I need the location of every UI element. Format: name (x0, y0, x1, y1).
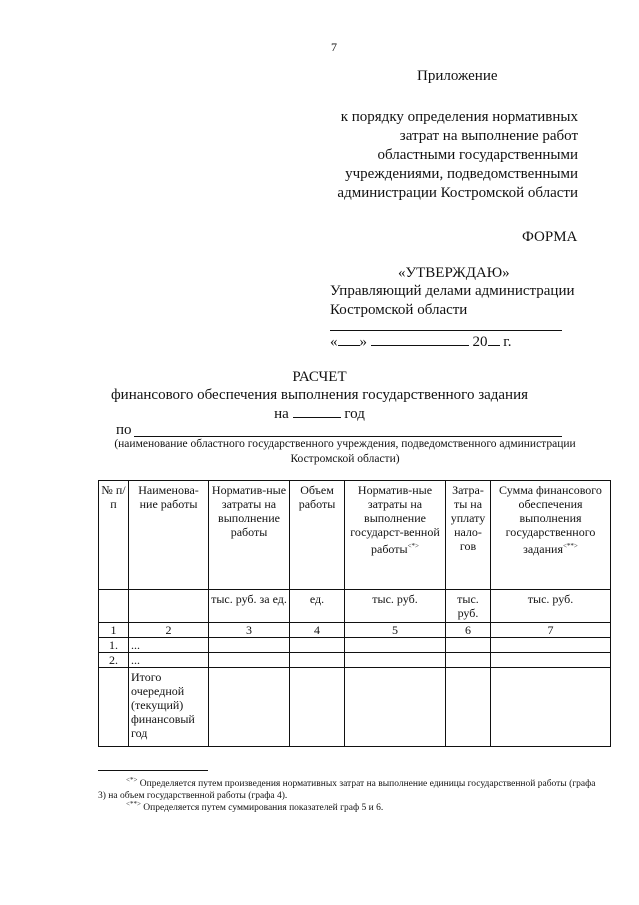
footnote-mark: <**> (562, 542, 578, 550)
row-number: 2. (99, 653, 129, 668)
column-number: 6 (446, 623, 491, 638)
table-total-row (99, 668, 611, 747)
row-number: 1. (99, 638, 129, 653)
year-prefix: 20 (472, 334, 488, 350)
footnote-1-text: Определяется путем произведения нормативных затрат на выполнение единицы государственной работы (графа 3) на объем государственной работы (графа 4). (98, 779, 596, 802)
approval-organization: Костромской области (330, 302, 468, 318)
appendix-description (334, 108, 578, 203)
footnote-2 (98, 798, 598, 814)
document-year (0, 404, 639, 423)
header-unit-cost: Норматив-ные затраты на выполнение работы (209, 481, 290, 590)
unit-col4: ед. (290, 590, 345, 623)
approval-date (330, 332, 511, 351)
header-taxes: Затра-ты на уплату нало-гов (446, 481, 491, 590)
column-number: 4 (290, 623, 345, 638)
table-cell (209, 638, 290, 653)
header-normative-cost (345, 481, 446, 590)
signature-line (330, 330, 562, 331)
table-cell (209, 668, 290, 747)
document-subtitle: финансового обеспечения выполнения государственного задания (110, 387, 529, 403)
date-open-quote: « (330, 334, 338, 350)
column-number: 3 (209, 623, 290, 638)
appendix-title: Приложение (417, 68, 498, 84)
table-row (99, 638, 611, 653)
footnote-1-mark: <*> (126, 776, 138, 784)
table-cell (290, 653, 345, 668)
appendix-line: учреждениями, подведомственными (345, 166, 578, 182)
header-normative-cost-text: Норматив-ные затраты на выполнение государст-венной работы (350, 483, 440, 556)
year-suffix: год (344, 406, 365, 422)
year-blank (488, 332, 500, 346)
footnote-2-mark: <**> (126, 800, 141, 808)
units-empty (99, 590, 129, 623)
footnote-mark: <*> (407, 542, 419, 550)
approval-title: «УТВЕРЖДАЮ» (398, 265, 510, 281)
document-title: РАСЧЕТ (292, 369, 347, 385)
table-row (99, 653, 611, 668)
appendix-line: администрации Костромской области (337, 185, 578, 201)
table-cell (290, 668, 345, 747)
year-label: на (274, 406, 289, 422)
header-volume: Объем работы (290, 481, 345, 590)
unit-col5: тыс. руб. (345, 590, 446, 623)
row-work-name: ... (129, 638, 209, 653)
table-cell (345, 668, 446, 747)
year-blank (293, 404, 341, 418)
header-total-sum-text: Сумма финансового обеспечения выполнения государственного задания (499, 483, 602, 556)
total-label: Итого очередной (текущий) финансовый год (129, 668, 209, 747)
column-number: 7 (491, 623, 611, 638)
header-number: № п/п (99, 481, 129, 590)
footnote-divider (98, 770, 208, 771)
unit-col6: тыс. руб. (446, 590, 491, 623)
approval-position: Управляющий делами администрации (330, 283, 575, 299)
table-cell (345, 638, 446, 653)
column-number: 1 (99, 623, 129, 638)
table-cell (491, 668, 611, 747)
table-units-row (99, 590, 611, 623)
row-work-name: ... (129, 653, 209, 668)
header-total-sum (491, 481, 611, 590)
table-cell (290, 638, 345, 653)
appendix-line: затрат на выполнение работ (399, 128, 578, 144)
unit-col3: тыс. руб. за ед. (209, 590, 290, 623)
table-cell (209, 653, 290, 668)
table-cell (345, 653, 446, 668)
appendix-line: к порядку определения нормативных (340, 109, 578, 125)
page-number: 7 (331, 40, 337, 54)
table-cell (491, 638, 611, 653)
footnote-2-text: Определяется путем суммирования показателей граф 5 и 6. (143, 803, 384, 814)
institution-label: по (116, 422, 132, 438)
units-empty (129, 590, 209, 623)
table-cell (446, 668, 491, 747)
appendix-line: областными государственными (377, 147, 578, 163)
calculation-table (98, 480, 611, 747)
header-work-name: Наименова-ние работы (129, 481, 209, 590)
total-number (99, 668, 129, 747)
column-number: 5 (345, 623, 446, 638)
table-header-row (99, 481, 611, 590)
column-number: 2 (129, 623, 209, 638)
table-column-numbers-row (99, 623, 611, 638)
table-cell (446, 653, 491, 668)
year-suffix: г. (503, 334, 512, 350)
form-label: ФОРМА (522, 229, 578, 245)
table-cell (491, 653, 611, 668)
month-blank (371, 332, 469, 346)
table-cell (446, 638, 491, 653)
institution-caption: (наименование областного государственного учреждения, подведомственного администрации Костромской области) (114, 438, 576, 465)
date-close-quote: » (359, 334, 367, 350)
day-blank (338, 332, 360, 346)
unit-col7: тыс. руб. (491, 590, 611, 623)
